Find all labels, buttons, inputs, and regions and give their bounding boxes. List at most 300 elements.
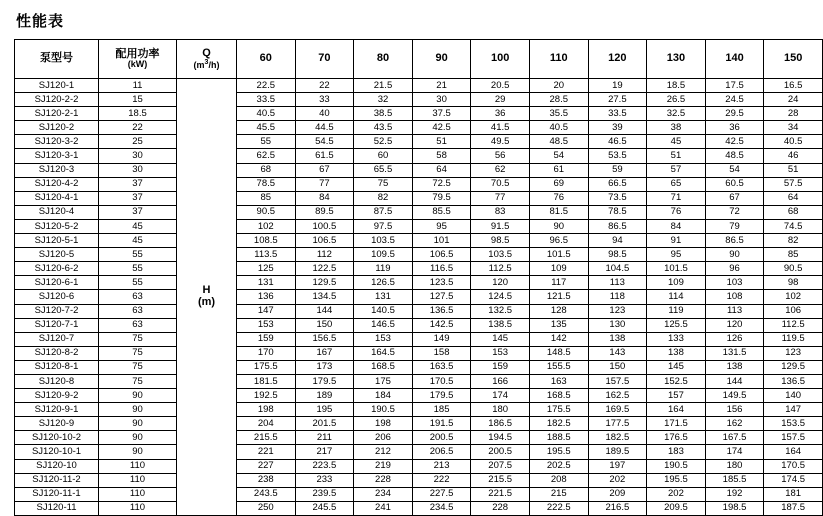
header-flow-120: 120 <box>588 40 647 79</box>
table-row <box>15 107 823 121</box>
cell-power: 110 <box>99 501 177 515</box>
table-row <box>15 304 823 318</box>
cell-model: SJ120-11-2 <box>15 473 99 487</box>
cell-head-value: 96 <box>705 262 764 276</box>
cell-head-value: 24.5 <box>705 93 764 107</box>
table-row <box>15 276 823 290</box>
cell-head-value: 234 <box>354 487 413 501</box>
cell-power: 22 <box>99 121 177 135</box>
cell-head-value: 182.5 <box>529 417 588 431</box>
cell-model: SJ120-4-1 <box>15 191 99 205</box>
cell-head-value: 153 <box>354 332 413 346</box>
cell-head-value: 96.5 <box>529 234 588 248</box>
cell-head-value: 22.5 <box>237 79 296 93</box>
cell-model: SJ120-11-1 <box>15 487 99 501</box>
cell-head-value: 113 <box>705 304 764 318</box>
cell-power: 55 <box>99 262 177 276</box>
cell-head-value: 120 <box>471 276 530 290</box>
cell-head-value: 245.5 <box>295 501 354 515</box>
cell-head-value: 103.5 <box>471 248 530 262</box>
cell-head-value: 162.5 <box>588 389 647 403</box>
cell-head-value: 91 <box>647 234 706 248</box>
cell-model: SJ120-5 <box>15 248 99 262</box>
cell-power: 110 <box>99 487 177 501</box>
cell-head-value: 84 <box>295 191 354 205</box>
cell-head-value: 119.5 <box>764 332 823 346</box>
cell-head-value: 157.5 <box>764 431 823 445</box>
cell-head-value: 221.5 <box>471 487 530 501</box>
cell-head-value: 73.5 <box>588 191 647 205</box>
cell-head-value: 211 <box>295 431 354 445</box>
cell-head-value: 103.5 <box>354 234 413 248</box>
header-flow-80: 80 <box>354 40 413 79</box>
cell-head-value: 112.5 <box>764 318 823 332</box>
cell-head-value: 121.5 <box>529 290 588 304</box>
cell-head-value: 117 <box>529 276 588 290</box>
cell-power: 63 <box>99 304 177 318</box>
cell-model: SJ120-7 <box>15 332 99 346</box>
cell-head-value: 162 <box>705 417 764 431</box>
table-row <box>15 403 823 417</box>
cell-head-value: 87.5 <box>354 205 413 219</box>
cell-head-value: 78.5 <box>588 205 647 219</box>
cell-head-value: 175.5 <box>529 403 588 417</box>
cell-model: SJ120-6-1 <box>15 276 99 290</box>
table-row <box>15 163 823 177</box>
cell-head-value: 234.5 <box>412 501 471 515</box>
cell-head-value: 42.5 <box>705 135 764 149</box>
cell-head-value: 216.5 <box>588 501 647 515</box>
cell-head-value: 35.5 <box>529 107 588 121</box>
cell-head-value: 33 <box>295 93 354 107</box>
cell-power: 55 <box>99 248 177 262</box>
cell-power: 30 <box>99 149 177 163</box>
cell-head-value: 213 <box>412 459 471 473</box>
cell-head-value: 86.5 <box>705 234 764 248</box>
cell-head-value: 138 <box>588 332 647 346</box>
cell-head-value: 126 <box>705 332 764 346</box>
cell-head-value: 192.5 <box>237 389 296 403</box>
cell-head-value: 38.5 <box>354 107 413 121</box>
table-row <box>15 417 823 431</box>
cell-head-value: 21.5 <box>354 79 413 93</box>
cell-model: SJ120-10-2 <box>15 431 99 445</box>
cell-head-value: 175 <box>354 374 413 388</box>
cell-head-value: 153 <box>471 346 530 360</box>
cell-head-value: 29 <box>471 93 530 107</box>
cell-head-value: 64 <box>764 191 823 205</box>
cell-head-value: 43.5 <box>354 121 413 135</box>
cell-head-value: 202 <box>647 487 706 501</box>
cell-head-value: 202 <box>588 473 647 487</box>
cell-head-value: 46.5 <box>588 135 647 149</box>
cell-head-value: 102 <box>237 219 296 233</box>
cell-head-value: 143 <box>588 346 647 360</box>
cell-head-value: 98 <box>764 276 823 290</box>
header-row <box>15 40 823 79</box>
cell-head-value: 51 <box>647 149 706 163</box>
table-row <box>15 374 823 388</box>
cell-head-value: 195.5 <box>647 473 706 487</box>
cell-model: SJ120-1 <box>15 79 99 93</box>
cell-head-value: 189.5 <box>588 445 647 459</box>
cell-head-value: 60 <box>354 149 413 163</box>
cell-head-value: 108.5 <box>237 234 296 248</box>
cell-power: 90 <box>99 417 177 431</box>
header-flow <box>177 40 237 79</box>
cell-head-value: 79 <box>705 219 764 233</box>
cell-head-value: 106 <box>764 304 823 318</box>
cell-head-unit <box>177 79 237 516</box>
header-flow-70: 70 <box>295 40 354 79</box>
header-flow-150: 150 <box>764 40 823 79</box>
cell-head-value: 136.5 <box>412 304 471 318</box>
cell-head-value: 167 <box>295 346 354 360</box>
cell-head-value: 238 <box>237 473 296 487</box>
cell-head-value: 140 <box>764 389 823 403</box>
cell-head-value: 163 <box>529 374 588 388</box>
table-row <box>15 205 823 219</box>
cell-head-value: 164 <box>764 445 823 459</box>
cell-head-value: 127.5 <box>412 290 471 304</box>
table-row <box>15 234 823 248</box>
header-flow-60: 60 <box>237 40 296 79</box>
cell-head-value: 135 <box>529 318 588 332</box>
cell-head-value: 24 <box>764 93 823 107</box>
cell-head-value: 112 <box>295 248 354 262</box>
cell-head-value: 36 <box>471 107 530 121</box>
header-flow-90: 90 <box>412 40 471 79</box>
cell-head-value: 122.5 <box>295 262 354 276</box>
cell-head-value: 70.5 <box>471 177 530 191</box>
cell-head-value: 130 <box>588 318 647 332</box>
table-row <box>15 346 823 360</box>
cell-head-value: 55 <box>237 135 296 149</box>
cell-power: 45 <box>99 234 177 248</box>
cell-head-value: 68 <box>764 205 823 219</box>
cell-head-value: 90 <box>529 219 588 233</box>
cell-head-value: 34 <box>764 121 823 135</box>
cell-head-value: 85 <box>237 191 296 205</box>
cell-head-value: 180 <box>471 403 530 417</box>
cell-head-value: 145 <box>647 360 706 374</box>
table-row <box>15 501 823 515</box>
cell-head-value: 176.5 <box>647 431 706 445</box>
table-row <box>15 389 823 403</box>
cell-model: SJ120-6 <box>15 290 99 304</box>
table-row <box>15 149 823 163</box>
cell-head-value: 198.5 <box>705 501 764 515</box>
cell-head-value: 40.5 <box>529 121 588 135</box>
cell-head-value: 90.5 <box>764 262 823 276</box>
cell-head-value: 76 <box>529 191 588 205</box>
cell-head-value: 145 <box>471 332 530 346</box>
cell-head-value: 90.5 <box>237 205 296 219</box>
cell-head-value: 157.5 <box>588 374 647 388</box>
cell-head-value: 30 <box>412 93 471 107</box>
cell-head-value: 190.5 <box>647 459 706 473</box>
cell-head-value: 57 <box>647 163 706 177</box>
cell-head-value: 128 <box>529 304 588 318</box>
cell-head-value: 124.5 <box>471 290 530 304</box>
cell-head-value: 198 <box>354 417 413 431</box>
cell-head-value: 109.5 <box>354 248 413 262</box>
cell-model: SJ120-8-1 <box>15 360 99 374</box>
table-row <box>15 459 823 473</box>
cell-head-value: 95 <box>647 248 706 262</box>
cell-head-value: 241 <box>354 501 413 515</box>
cell-model: SJ120-3 <box>15 163 99 177</box>
cell-power: 90 <box>99 403 177 417</box>
cell-head-value: 48.5 <box>529 135 588 149</box>
table-row <box>15 79 823 93</box>
cell-head-value: 65.5 <box>354 163 413 177</box>
cell-head-value: 79.5 <box>412 191 471 205</box>
cell-head-value: 168.5 <box>354 360 413 374</box>
cell-power: 55 <box>99 276 177 290</box>
cell-model: SJ120-10 <box>15 459 99 473</box>
cell-head-value: 101.5 <box>529 248 588 262</box>
cell-head-value: 82 <box>354 191 413 205</box>
cell-power: 37 <box>99 205 177 219</box>
header-power-unit: (kW) <box>127 59 148 70</box>
cell-head-value: 209 <box>588 487 647 501</box>
cell-head-value: 190.5 <box>354 403 413 417</box>
cell-head-value: 125 <box>237 262 296 276</box>
cell-model: SJ120-5-1 <box>15 234 99 248</box>
cell-head-value: 191.5 <box>412 417 471 431</box>
cell-head-value: 39 <box>588 121 647 135</box>
cell-head-value: 78.5 <box>237 177 296 191</box>
cell-head-value: 136.5 <box>764 374 823 388</box>
cell-head-value: 142 <box>529 332 588 346</box>
cell-head-value: 64 <box>412 163 471 177</box>
cell-model: SJ120-9 <box>15 417 99 431</box>
cell-model: SJ120-9-2 <box>15 389 99 403</box>
cell-head-value: 36 <box>705 121 764 135</box>
cell-model: SJ120-11 <box>15 501 99 515</box>
cell-head-value: 119 <box>647 304 706 318</box>
head-symbol: H <box>202 284 211 297</box>
cell-head-value: 65 <box>647 177 706 191</box>
cell-head-value: 21 <box>412 79 471 93</box>
cell-head-value: 125.5 <box>647 318 706 332</box>
cell-head-value: 206 <box>354 431 413 445</box>
header-flow-140: 140 <box>705 40 764 79</box>
cell-head-value: 195.5 <box>529 445 588 459</box>
cell-head-value: 186.5 <box>471 417 530 431</box>
cell-head-value: 85 <box>764 248 823 262</box>
header-power-line1: 配用功率 <box>115 47 160 60</box>
cell-head-value: 179.5 <box>295 374 354 388</box>
cell-head-value: 32 <box>354 93 413 107</box>
cell-head-value: 108 <box>705 290 764 304</box>
cell-head-value: 170 <box>237 346 296 360</box>
cell-head-value: 223.5 <box>295 459 354 473</box>
cell-head-value: 129.5 <box>295 276 354 290</box>
cell-head-value: 83 <box>471 205 530 219</box>
cell-head-value: 40.5 <box>237 107 296 121</box>
cell-head-value: 75 <box>354 177 413 191</box>
cell-head-value: 158 <box>412 346 471 360</box>
cell-power: 75 <box>99 346 177 360</box>
cell-head-value: 67 <box>705 191 764 205</box>
cell-head-value: 62 <box>471 163 530 177</box>
page-title: 性能表 <box>16 13 65 30</box>
cell-model: SJ120-6-2 <box>15 262 99 276</box>
cell-head-value: 138 <box>647 346 706 360</box>
cell-head-value: 104.5 <box>588 262 647 276</box>
cell-head-value: 89.5 <box>295 205 354 219</box>
cell-head-value: 157 <box>647 389 706 403</box>
cell-power: 30 <box>99 163 177 177</box>
cell-head-value: 215.5 <box>237 431 296 445</box>
cell-head-value: 85.5 <box>412 205 471 219</box>
cell-head-value: 233 <box>295 473 354 487</box>
cell-head-value: 123 <box>764 346 823 360</box>
cell-power: 63 <box>99 318 177 332</box>
header-flow-100: 100 <box>471 40 530 79</box>
cell-head-value: 166 <box>471 374 530 388</box>
cell-head-value: 206.5 <box>412 445 471 459</box>
cell-head-value: 101.5 <box>647 262 706 276</box>
cell-power: 90 <box>99 389 177 403</box>
cell-head-value: 144 <box>705 374 764 388</box>
cell-head-value: 38 <box>647 121 706 135</box>
cell-head-value: 222.5 <box>529 501 588 515</box>
cell-head-value: 183 <box>647 445 706 459</box>
cell-head-value: 207.5 <box>471 459 530 473</box>
cell-head-value: 90 <box>705 248 764 262</box>
cell-head-value: 182.5 <box>588 431 647 445</box>
cell-model: SJ120-3-1 <box>15 149 99 163</box>
cell-head-value: 98.5 <box>588 248 647 262</box>
cell-power: 90 <box>99 431 177 445</box>
cell-head-value: 97.5 <box>354 219 413 233</box>
cell-head-value: 181.5 <box>237 374 296 388</box>
cell-head-value: 159 <box>237 332 296 346</box>
cell-head-value: 167.5 <box>705 431 764 445</box>
cell-head-value: 181 <box>764 487 823 501</box>
cell-head-value: 188.5 <box>529 431 588 445</box>
cell-head-value: 156 <box>705 403 764 417</box>
cell-head-value: 138 <box>705 360 764 374</box>
cell-head-value: 41.5 <box>471 121 530 135</box>
cell-head-value: 69 <box>529 177 588 191</box>
cell-head-value: 94 <box>588 234 647 248</box>
cell-head-value: 33.5 <box>588 107 647 121</box>
table-row <box>15 431 823 445</box>
cell-model: SJ120-5-2 <box>15 219 99 233</box>
cell-model: SJ120-4-2 <box>15 177 99 191</box>
cell-head-value: 195 <box>295 403 354 417</box>
cell-head-value: 113.5 <box>237 248 296 262</box>
cell-model: SJ120-2 <box>15 121 99 135</box>
cell-head-value: 67 <box>295 163 354 177</box>
cell-head-value: 228 <box>354 473 413 487</box>
cell-head-value: 51 <box>412 135 471 149</box>
header-flow-130: 130 <box>647 40 706 79</box>
cell-head-value: 98.5 <box>471 234 530 248</box>
cell-head-value: 37.5 <box>412 107 471 121</box>
table-row <box>15 290 823 304</box>
cell-head-value: 209.5 <box>647 501 706 515</box>
cell-head-value: 147 <box>764 403 823 417</box>
cell-power: 110 <box>99 473 177 487</box>
cell-head-value: 153 <box>237 318 296 332</box>
cell-head-value: 131 <box>354 290 413 304</box>
cell-head-value: 146.5 <box>354 318 413 332</box>
cell-power: 90 <box>99 445 177 459</box>
cell-head-value: 48.5 <box>705 149 764 163</box>
cell-head-value: 109 <box>529 262 588 276</box>
cell-head-value: 106.5 <box>295 234 354 248</box>
cell-head-value: 95 <box>412 219 471 233</box>
header-flow-unit: $(m^3/h)$ <box>193 59 220 71</box>
header-model: 泵型号 <box>15 40 99 79</box>
cell-head-value: 228 <box>471 501 530 515</box>
cell-head-value: 17.5 <box>705 79 764 93</box>
cell-head-value: 239.5 <box>295 487 354 501</box>
cell-head-value: 138.5 <box>471 318 530 332</box>
cell-head-value: 52.5 <box>354 135 413 149</box>
cell-head-value: 202.5 <box>529 459 588 473</box>
cell-head-value: 42.5 <box>412 121 471 135</box>
cell-head-value: 20 <box>529 79 588 93</box>
cell-head-value: 77 <box>471 191 530 205</box>
cell-head-value: 198 <box>237 403 296 417</box>
cell-head-value: 171.5 <box>647 417 706 431</box>
table-row <box>15 191 823 205</box>
cell-power: 25 <box>99 135 177 149</box>
cell-head-value: 194.5 <box>471 431 530 445</box>
cell-head-value: 54 <box>705 163 764 177</box>
table-row <box>15 332 823 346</box>
cell-head-value: 129.5 <box>764 360 823 374</box>
table-header <box>15 40 823 79</box>
cell-head-value: 215 <box>529 487 588 501</box>
cell-head-value: 66.5 <box>588 177 647 191</box>
cell-head-value: 118 <box>588 290 647 304</box>
cell-head-value: 60.5 <box>705 177 764 191</box>
cell-head-value: 112.5 <box>471 262 530 276</box>
cell-head-value: 16.5 <box>764 79 823 93</box>
cell-head-value: 28.5 <box>529 93 588 107</box>
cell-power: 75 <box>99 360 177 374</box>
cell-head-value: 120 <box>705 318 764 332</box>
cell-head-value: 77 <box>295 177 354 191</box>
cell-head-value: 82 <box>764 234 823 248</box>
cell-head-value: 173 <box>295 360 354 374</box>
cell-model: SJ120-2-2 <box>15 93 99 107</box>
cell-model: SJ120-2-1 <box>15 107 99 121</box>
cell-head-value: 18.5 <box>647 79 706 93</box>
table-row <box>15 219 823 233</box>
cell-model: SJ120-3-2 <box>15 135 99 149</box>
cell-model: SJ120-9-1 <box>15 403 99 417</box>
cell-head-value: 116.5 <box>412 262 471 276</box>
cell-head-value: 132.5 <box>471 304 530 318</box>
header-power <box>99 40 177 79</box>
cell-head-value: 59 <box>588 163 647 177</box>
cell-head-value: 84 <box>647 219 706 233</box>
table-row <box>15 487 823 501</box>
cell-head-value: 49.5 <box>471 135 530 149</box>
cell-head-value: 164.5 <box>354 346 413 360</box>
cell-model: SJ120-10-1 <box>15 445 99 459</box>
cell-head-value: 144 <box>295 304 354 318</box>
cell-power: 75 <box>99 332 177 346</box>
